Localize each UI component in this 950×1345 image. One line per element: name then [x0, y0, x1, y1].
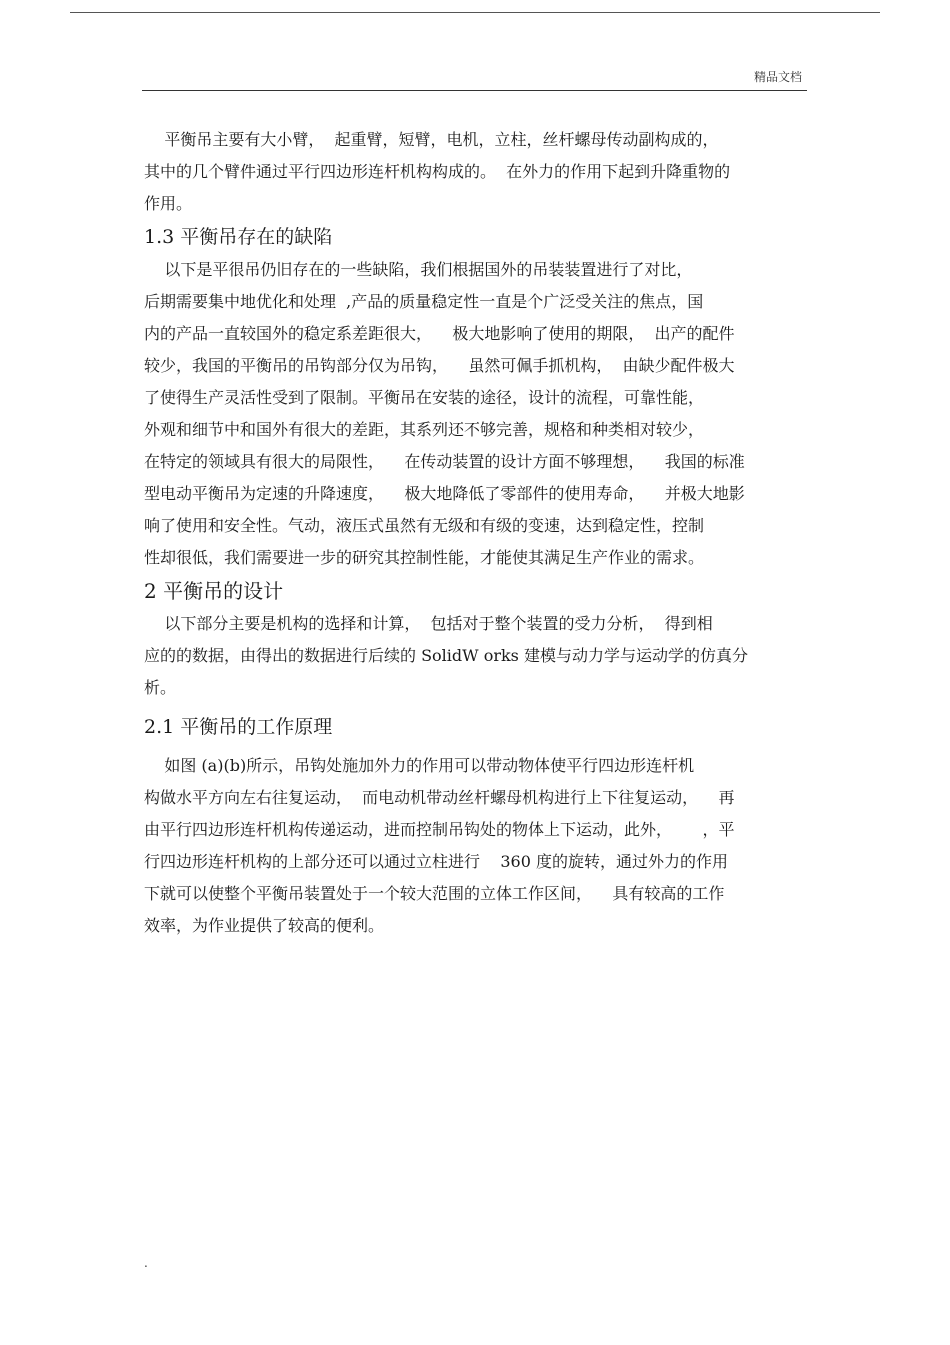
footer-mark: . [144, 1256, 148, 1270]
section-heading-2-1: 2.1 平衡吊的工作原理 [144, 716, 333, 738]
text-line: 下就可以使整个平衡吊装置处于一个较大范围的立体工作区间， 具有较高的工作 [144, 884, 725, 903]
text-line: 在特定的领域具有很大的局限性， 在传动装置的设计方面不够理想， 我国的标准 [144, 452, 745, 471]
text-line: 效率，为作业提供了较高的便利。 [144, 916, 385, 935]
text-line: 析。 [144, 678, 177, 697]
text-line: 行四边形连杆机构的上部分还可以通过立柱进行 360 度的旋转，通过外力的作用 [144, 852, 728, 871]
section-heading-2: 2 平衡吊的设计 [144, 579, 284, 603]
text-line: 外观和细节中和国外有很大的差距，其系列还不够完善，规格和种类相对较少， [144, 420, 705, 439]
document-body [144, 124, 806, 942]
text-line: 作用。 [144, 194, 193, 213]
paragraph-defects [144, 254, 806, 574]
text-line: 以下是平很吊仍旧存在的一些缺陷，我们根据国外的吊装装置进行了对比， [144, 260, 693, 279]
paragraph-intro [144, 124, 806, 220]
text-line: 型电动平衡吊为定速的升降速度， 极大地降低了零部件的使用寿命， 并极大地影 [144, 484, 745, 503]
text-line: 构做水平方向左右往复运动， 而电动机带动丝杆螺母机构进行上下往复运动， 再 [144, 788, 735, 807]
text-line: 响了使用和安全性。气动，液压式虽然有无级和有级的变速，达到稳定性，控制 [144, 516, 705, 535]
text-line: 应的的数据，由得出的数据进行后续的 SolidW orks 建模与动力学与运动学的仿真分 [144, 646, 748, 665]
text-line: 平衡吊主要有大小臂， 起重臂，短臂，电机，立柱，丝杆螺母传动副构成的， [144, 130, 719, 149]
text-line: 其中的几个臂件通过平行四边形连杆机构构成的。 在外力的作用下起到升降重物的 [144, 162, 731, 181]
paragraph-working-principle [144, 750, 806, 942]
header-label: 精品文档 [753, 70, 802, 84]
text-line: 较少，我国的平衡吊的吊钩部分仅为吊钩， 虽然可佩手抓机构， 由缺少配件极大 [144, 356, 735, 375]
top-border-line [70, 12, 880, 13]
text-line: 了使得生产灵活性受到了限制。平衡吊在安装的途径，设计的流程，可靠性能， [144, 388, 705, 407]
text-line: 以下部分主要是机构的选择和计算， 包括对于整个装置的受力分析， 得到相 [144, 614, 713, 633]
paragraph-design [144, 608, 806, 704]
text-line: 由平行四边形连杆机构传递运动，进而控制吊钩处的物体上下运动，此外， ，平 [144, 820, 735, 839]
header-rule [142, 90, 807, 91]
section-heading-1-3: 1.3 平衡吊存在的缺陷 [144, 226, 333, 248]
text-line: 内的产品一直较国外的稳定系差距很大， 极大地影响了使用的期限， 出产的配件 [144, 324, 735, 343]
text-line: 如图 (a)(b)所示，吊钩处施加外力的作用可以带动物体使平行四边形连杆机 [144, 756, 695, 775]
text-line: 后期需要集中地优化和处理 ,产品的质量稳定性一直是个广泛受关注的焦点，国 [144, 292, 704, 311]
text-line: 性却很低，我们需要进一步的研究其控制性能，才能使其满足生产作业的需求。 [144, 548, 705, 567]
